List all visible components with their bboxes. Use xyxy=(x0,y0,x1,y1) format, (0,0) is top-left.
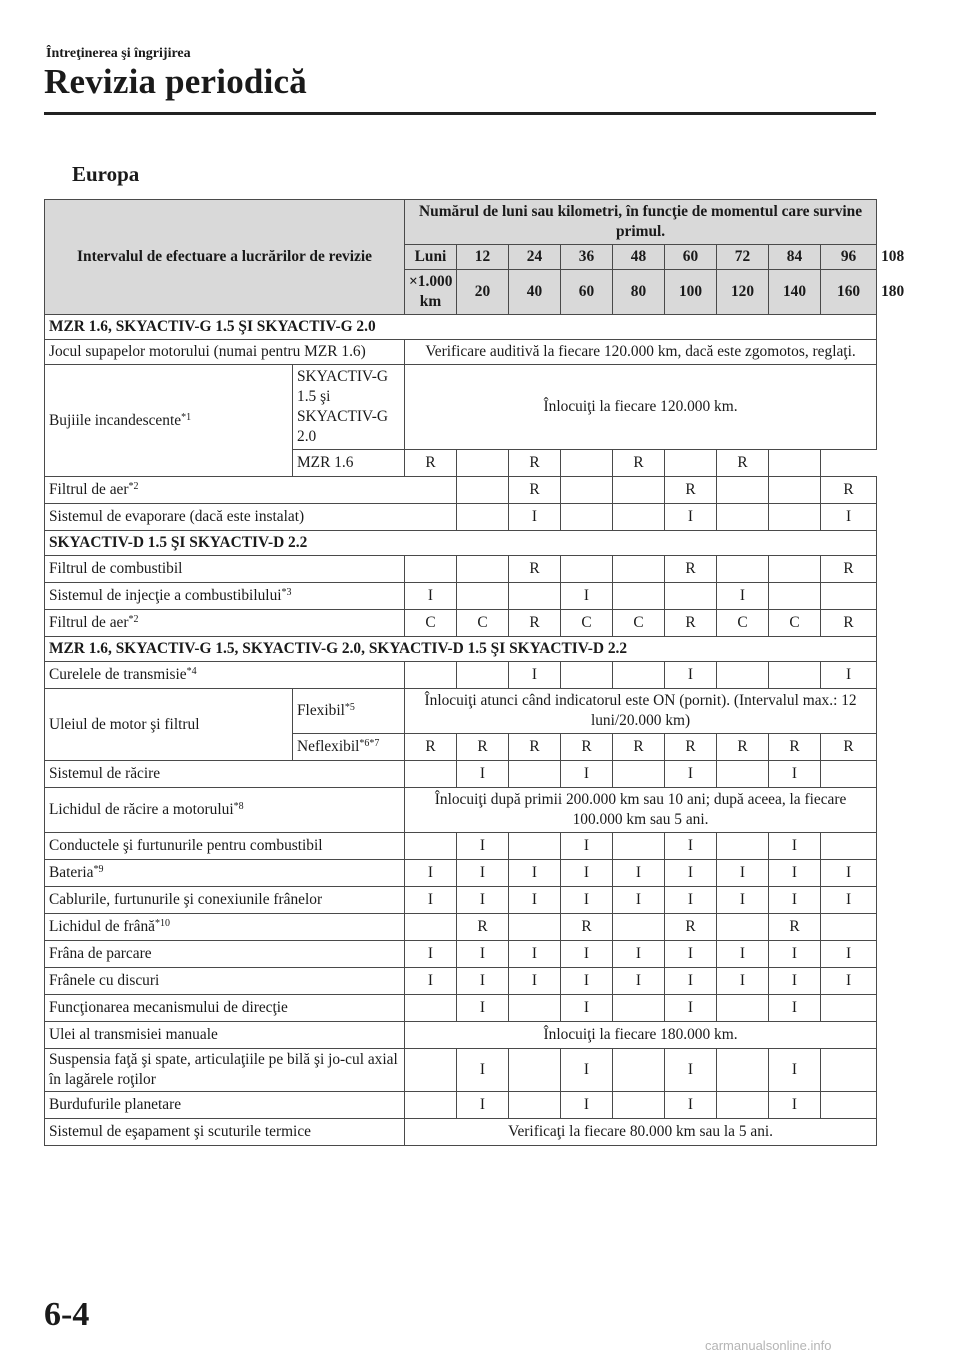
schedule-cell: R xyxy=(665,734,717,761)
schedule-cell: R xyxy=(821,610,877,637)
km-header-cell: 20 xyxy=(457,270,509,315)
schedule-cell: I xyxy=(665,833,717,860)
schedule-cell xyxy=(717,761,769,788)
km-header-cell: 140 xyxy=(769,270,821,315)
schedule-cell: I xyxy=(769,887,821,914)
schedule-cell xyxy=(509,995,561,1022)
schedule-cell xyxy=(717,995,769,1022)
schedule-cell: R xyxy=(405,450,457,477)
header-divider xyxy=(44,112,876,115)
schedule-cell: R xyxy=(509,734,561,761)
schedule-cell: R xyxy=(665,914,717,941)
months-header-cell: 36 xyxy=(561,245,613,270)
table-row xyxy=(45,315,877,340)
km-header-cell: 160 xyxy=(821,270,877,315)
schedule-cell: I xyxy=(405,860,457,887)
row-label: Suspensia faţă şi spate, articulaţiile pe bilă şi jo-cul axial în lagărele roţilor xyxy=(45,1049,405,1092)
schedule-cell: I xyxy=(717,583,769,610)
schedule-note: Înlocuiţi la fiecare 180.000 km. xyxy=(405,1022,877,1049)
table-row xyxy=(45,1022,877,1049)
schedule-cell: I xyxy=(613,860,665,887)
schedule-cell: I xyxy=(821,662,877,689)
schedule-cell xyxy=(457,477,509,504)
months-header-cell: 48 xyxy=(613,245,665,270)
schedule-cell xyxy=(561,504,613,531)
sub-label: MZR 1.6 xyxy=(293,450,405,477)
schedule-cell xyxy=(457,556,509,583)
schedule-cell: C xyxy=(405,610,457,637)
schedule-cell: C xyxy=(457,610,509,637)
schedule-cell: I xyxy=(561,968,613,995)
footnote-ref: *9 xyxy=(93,864,104,875)
schedule-cell: I xyxy=(561,995,613,1022)
table-row xyxy=(45,995,877,1022)
row-label: Lichidul de răcire a motorului$^{*8}$ xyxy=(45,788,405,833)
schedule-cell xyxy=(457,504,509,531)
schedule-cell xyxy=(613,556,665,583)
schedule-cell: R xyxy=(769,914,821,941)
schedule-cell: I xyxy=(821,941,877,968)
schedule-cell: R xyxy=(561,734,613,761)
schedule-cell: I xyxy=(457,833,509,860)
footnote-ref: *10 xyxy=(154,918,170,929)
chapter-title: Întreţinerea şi îngrijirea xyxy=(46,46,191,61)
schedule-cell: I xyxy=(821,968,877,995)
schedule-cell: I xyxy=(717,887,769,914)
schedule-cell xyxy=(561,662,613,689)
schedule-cell: R xyxy=(405,734,457,761)
schedule-cell: I xyxy=(769,1049,821,1092)
row-label: Curelele de transmisie$^{*4}$ xyxy=(45,662,405,689)
schedule-cell: R xyxy=(509,556,561,583)
schedule-cell xyxy=(821,833,877,860)
months-header-cell: 96 xyxy=(821,245,877,270)
row-label: Filtrul de combustibil xyxy=(45,556,405,583)
schedule-cell xyxy=(769,504,821,531)
schedule-cell: R xyxy=(457,914,509,941)
page-number: 6-4 xyxy=(44,1296,90,1333)
km-header-cell: 40 xyxy=(509,270,561,315)
km-header-cell: 80 xyxy=(613,270,665,315)
schedule-cell xyxy=(405,833,457,860)
table-row xyxy=(45,941,877,968)
schedule-cell xyxy=(665,450,717,477)
schedule-cell xyxy=(405,914,457,941)
schedule-cell xyxy=(769,450,821,477)
schedule-cell xyxy=(665,583,717,610)
schedule-cell: I xyxy=(561,1092,613,1119)
row-label: Sistemul de răcire xyxy=(45,761,405,788)
schedule-cell xyxy=(717,1092,769,1119)
schedule-cell xyxy=(821,1092,877,1119)
schedule-cell xyxy=(821,761,877,788)
schedule-cell: R xyxy=(821,477,877,504)
schedule-cell: I xyxy=(769,968,821,995)
schedule-cell: I xyxy=(665,887,717,914)
footnote-ref: *8 xyxy=(233,801,244,812)
km-label: ×1.000 km xyxy=(405,270,457,315)
table-row xyxy=(45,531,877,556)
schedule-cell: I xyxy=(457,860,509,887)
schedule-cell xyxy=(405,1092,457,1119)
schedule-cell xyxy=(405,995,457,1022)
table-row xyxy=(45,914,877,941)
schedule-cell xyxy=(405,1049,457,1092)
table-row: ×1.000 km 20 40 60 80 100 120 140 160 180 xyxy=(45,270,877,315)
table-row xyxy=(45,556,877,583)
table-row xyxy=(45,365,877,450)
row-label: Conductele şi furtunurile pentru combustibil xyxy=(45,833,405,860)
footnote-ref: *5 xyxy=(344,702,355,713)
schedule-cell: R xyxy=(665,556,717,583)
schedule-cell xyxy=(405,761,457,788)
table-row xyxy=(45,1092,877,1119)
schedule-cell: I xyxy=(509,941,561,968)
table-row xyxy=(45,477,877,504)
section-title: Europa xyxy=(72,162,140,186)
sub-label: Neflexibil$^{*6*7}$ xyxy=(293,734,405,761)
schedule-cell: I xyxy=(405,887,457,914)
schedule-cell xyxy=(613,1092,665,1119)
schedule-cell: R xyxy=(821,734,877,761)
schedule-cell xyxy=(821,995,877,1022)
schedule-cell: I xyxy=(665,968,717,995)
schedule-cell: I xyxy=(769,941,821,968)
schedule-cell xyxy=(821,583,877,610)
schedule-cell: I xyxy=(457,1049,509,1092)
schedule-cell xyxy=(613,583,665,610)
km-header-cell: 100 xyxy=(665,270,717,315)
row-label: Sistemul de evaporare (dacă este instalat) xyxy=(45,504,457,531)
schedule-cell: I xyxy=(561,941,613,968)
schedule-cell: I xyxy=(561,761,613,788)
schedule-cell xyxy=(717,914,769,941)
footnote-ref: *4 xyxy=(186,666,197,677)
table-row xyxy=(45,504,877,531)
schedule-note: Verificare auditivă la fiecare 120.000 km, dacă este zgomotos, reglaţi. xyxy=(405,340,877,365)
schedule-cell: I xyxy=(561,1049,613,1092)
schedule-cell xyxy=(509,833,561,860)
schedule-cell xyxy=(821,914,877,941)
schedule-cell: I xyxy=(665,504,717,531)
sub-label: Flexibil$^{*5}$ xyxy=(293,689,405,734)
table-row xyxy=(45,583,877,610)
schedule-cell: R xyxy=(457,734,509,761)
schedule-cell: I xyxy=(561,833,613,860)
schedule-cell: I xyxy=(821,504,877,531)
schedule-cell xyxy=(509,914,561,941)
row-label: Frâna de parcare xyxy=(45,941,405,968)
row-label: Lichidul de frână$^{*10}$ xyxy=(45,914,405,941)
interval-caption: Numărul de luni sau kilometri, în funcţie de momentul care survine primul. xyxy=(405,200,877,245)
schedule-cell xyxy=(821,1049,877,1092)
schedule-cell xyxy=(717,1049,769,1092)
schedule-cell xyxy=(509,1049,561,1092)
schedule-cell: I xyxy=(457,941,509,968)
months-header-cell: 24 xyxy=(509,245,561,270)
schedule-cell: C xyxy=(717,610,769,637)
table-row xyxy=(45,968,877,995)
table-row xyxy=(45,860,877,887)
table-row: Luni 12 24 36 48 60 72 84 96 108 xyxy=(45,245,877,270)
schedule-cell: I xyxy=(769,761,821,788)
schedule-cell: I xyxy=(717,968,769,995)
schedule-note: Înlocuiţi la fiecare 120.000 km. xyxy=(405,365,877,450)
schedule-cell: I xyxy=(717,860,769,887)
schedule-cell xyxy=(561,450,613,477)
schedule-note: Înlocuiţi atunci când indicatorul este ON (pornit). (Intervalul max.: 12 luni/20.000 km) xyxy=(405,689,877,734)
schedule-cell: I xyxy=(457,761,509,788)
schedule-cell: R xyxy=(717,450,769,477)
page-title: Revizia periodică xyxy=(44,62,307,101)
schedule-cell: R xyxy=(613,734,665,761)
schedule-cell xyxy=(613,662,665,689)
schedule-cell: R xyxy=(509,450,561,477)
schedule-cell: I xyxy=(457,1092,509,1119)
table-row xyxy=(45,1049,877,1092)
footnote-ref: *2 xyxy=(128,481,139,492)
schedule-cell: I xyxy=(665,941,717,968)
row-label: Sistemul de injecţie a combustibilului$^{*3}$ xyxy=(45,583,405,610)
schedule-cell: R xyxy=(509,610,561,637)
table-row xyxy=(45,761,877,788)
schedule-cell: R xyxy=(717,734,769,761)
schedule-cell xyxy=(509,1092,561,1119)
schedule-cell xyxy=(613,761,665,788)
engine-section-header: MZR 1.6, SKYACTIV-G 1.5, SKYACTIV-G 2.0, SKYACTIV-D 1.5 ŞI SKYACTIV-D 2.2 xyxy=(45,637,877,662)
table-row xyxy=(45,887,877,914)
schedule-cell: R xyxy=(509,477,561,504)
schedule-cell: I xyxy=(769,860,821,887)
schedule-cell xyxy=(769,662,821,689)
schedule-cell: I xyxy=(665,662,717,689)
months-header-cell: 84 xyxy=(769,245,821,270)
schedule-cell xyxy=(613,504,665,531)
schedule-cell xyxy=(561,556,613,583)
schedule-cell: I xyxy=(509,662,561,689)
schedule-cell: R xyxy=(613,450,665,477)
months-header-cell: 12 xyxy=(457,245,509,270)
schedule-note: Înlocuiţi după primii 200.000 km sau 10 ani; după aceea, la fiecare 100.000 km sau 5 ani. xyxy=(405,788,877,833)
schedule-cell xyxy=(613,914,665,941)
schedule-cell: I xyxy=(821,860,877,887)
schedule-cell: I xyxy=(405,583,457,610)
schedule-cell xyxy=(717,556,769,583)
schedule-cell: I xyxy=(509,860,561,887)
schedule-cell xyxy=(509,583,561,610)
schedule-cell xyxy=(457,450,509,477)
row-label: Frânele cu discuri xyxy=(45,968,405,995)
schedule-cell: I xyxy=(821,887,877,914)
schedule-cell: I xyxy=(769,995,821,1022)
schedule-cell xyxy=(717,662,769,689)
schedule-cell xyxy=(613,833,665,860)
schedule-cell: R xyxy=(821,556,877,583)
footnote-ref: *6*7 xyxy=(359,738,380,749)
schedule-cell: C xyxy=(769,610,821,637)
schedule-cell xyxy=(769,477,821,504)
schedule-cell: I xyxy=(665,1049,717,1092)
km-header-cell: 120 xyxy=(717,270,769,315)
table-row xyxy=(45,610,877,637)
schedule-cell: I xyxy=(665,995,717,1022)
schedule-cell xyxy=(769,556,821,583)
schedule-cell xyxy=(561,477,613,504)
footnote-ref: *1 xyxy=(181,411,192,423)
schedule-cell xyxy=(405,662,457,689)
sub-label: SKYACTIV-G 1.5 şi SKYACTIV-G 2.0 xyxy=(293,365,405,450)
schedule-cell xyxy=(613,1049,665,1092)
row-label: Bujiile incandescente$^{*1}$ xyxy=(45,365,293,477)
schedule-cell: I xyxy=(509,504,561,531)
table-row xyxy=(45,637,877,662)
schedule-cell xyxy=(717,504,769,531)
schedule-cell: I xyxy=(405,968,457,995)
schedule-cell: R xyxy=(561,914,613,941)
schedule-note: Verificaţi la fiecare 80.000 km sau la 5 ani. xyxy=(405,1119,877,1146)
footnote-ref: *2 xyxy=(128,614,139,625)
schedule-cell: I xyxy=(457,968,509,995)
months-header-cell: 72 xyxy=(717,245,769,270)
row-label: Filtrul de aer$^{*2}$ xyxy=(45,610,405,637)
schedule-cell: R xyxy=(665,477,717,504)
schedule-cell xyxy=(717,477,769,504)
months-header-cell: 60 xyxy=(665,245,717,270)
schedule-cell: I xyxy=(509,887,561,914)
schedule-cell: I xyxy=(561,583,613,610)
interval-label-header: Intervalul de efectuare a lucrărilor de revizie xyxy=(45,200,405,315)
schedule-cell: I xyxy=(665,860,717,887)
schedule-cell: R xyxy=(769,734,821,761)
maintenance-schedule-table xyxy=(44,199,905,1146)
schedule-cell: I xyxy=(769,1092,821,1119)
schedule-cell: R xyxy=(665,610,717,637)
km-header-cell: 60 xyxy=(561,270,613,315)
row-label: Cablurile, furtunurile şi conexiunile frânelor xyxy=(45,887,405,914)
table-row xyxy=(45,833,877,860)
schedule-cell: I xyxy=(613,887,665,914)
schedule-cell: I xyxy=(405,941,457,968)
schedule-cell xyxy=(613,477,665,504)
schedule-cell: I xyxy=(665,1092,717,1119)
schedule-cell: I xyxy=(613,968,665,995)
footnote-ref: *3 xyxy=(281,587,292,598)
schedule-cell xyxy=(769,583,821,610)
table-row xyxy=(45,689,877,734)
schedule-cell: I xyxy=(457,887,509,914)
table-row xyxy=(45,200,877,245)
row-label: Uleiul de motor şi filtrul xyxy=(45,689,293,761)
table-row xyxy=(45,788,877,833)
schedule-cell: I xyxy=(613,941,665,968)
schedule-cell: I xyxy=(561,860,613,887)
schedule-cell: C xyxy=(613,610,665,637)
schedule-cell xyxy=(509,761,561,788)
row-label: Jocul supapelor motorului (numai pentru MZR 1.6) xyxy=(45,340,405,365)
row-label: Ulei al transmisiei manuale xyxy=(45,1022,405,1049)
row-label: Funcţionarea mecanismului de direcţie xyxy=(45,995,405,1022)
row-label: Bateria$^{*9}$ xyxy=(45,860,405,887)
schedule-cell: I xyxy=(509,968,561,995)
schedule-cell: C xyxy=(561,610,613,637)
schedule-cell xyxy=(457,662,509,689)
row-label: Filtrul de aer$^{*2}$ xyxy=(45,477,457,504)
schedule-cell xyxy=(457,583,509,610)
months-label: Luni xyxy=(405,245,457,270)
schedule-cell: I xyxy=(769,833,821,860)
table-row xyxy=(45,340,877,365)
schedule-cell: I xyxy=(665,761,717,788)
row-label: Sistemul de eşapament şi scuturile termice xyxy=(45,1119,405,1146)
schedule-cell xyxy=(405,556,457,583)
table-row xyxy=(45,1119,877,1146)
engine-section-header: MZR 1.6, SKYACTIV-G 1.5 ŞI SKYACTIV-G 2.0 xyxy=(45,315,877,340)
watermark: carmanualsonline.info xyxy=(705,1338,832,1353)
engine-section-header: SKYACTIV-D 1.5 ŞI SKYACTIV-D 2.2 xyxy=(45,531,877,556)
schedule-cell: I xyxy=(717,941,769,968)
row-label: Burdufurile planetare xyxy=(45,1092,405,1119)
schedule-cell: I xyxy=(561,887,613,914)
table-row xyxy=(45,662,877,689)
schedule-cell xyxy=(613,995,665,1022)
schedule-cell: I xyxy=(457,995,509,1022)
schedule-cell xyxy=(717,833,769,860)
